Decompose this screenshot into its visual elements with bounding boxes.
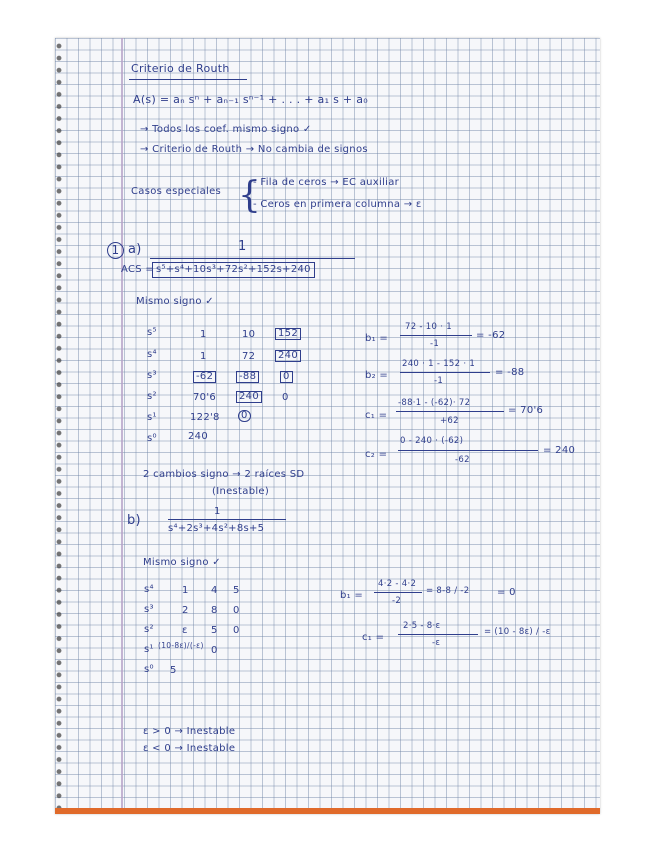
page-title: Criterio de Routh — [131, 62, 230, 75]
page-edge — [55, 808, 600, 814]
calc-numerator: 240 · 1 - 152 · 1 — [402, 359, 476, 369]
table-b-cell: 0 — [233, 605, 240, 616]
special-cases-brace: { — [238, 175, 261, 216]
part-a-unstable: (Inestable) — [212, 486, 270, 497]
table-b-power: s⁰ — [144, 664, 154, 675]
table-b-cell: 1 — [182, 585, 189, 596]
calc-lhs: c₂ = — [365, 449, 388, 460]
calc-result: = 70'6 — [508, 405, 544, 416]
calc-fraction-line — [400, 372, 490, 373]
calc-denominator: -1 — [430, 339, 440, 349]
calc-result: = -88 — [495, 367, 525, 378]
calc-result: = 0 — [497, 587, 516, 598]
part-b-label: b) — [127, 513, 141, 528]
table-b-cell: ε — [182, 625, 188, 636]
calc-numerator: -88·1 - (-62)· 72 — [398, 398, 471, 408]
calc-result: = 240 — [543, 445, 576, 456]
calc-result: = (10 - 8ε) / -ε — [484, 627, 551, 637]
table-a-cell: 152 — [275, 328, 301, 340]
problem-number: 1 — [107, 242, 124, 259]
calc-numerator: 72 - 10 · 1 — [405, 322, 452, 332]
table-b-power: s² — [144, 624, 154, 635]
table-a-cell: 72 — [242, 351, 256, 362]
table-a-cell: -88 — [236, 371, 259, 383]
table-a-power: s⁴ — [147, 349, 157, 360]
calc-numerator: 0 - 240 · (-62) — [400, 436, 464, 446]
table-b-cell: 2 — [182, 605, 189, 616]
table-a-cell: 0 — [280, 371, 293, 383]
calc-intermediate: = 8-8 / -2 — [426, 586, 470, 596]
table-b-cell: 5 — [170, 665, 177, 676]
table-a-power: s⁵ — [147, 327, 157, 338]
table-a-cell: 70'6 — [193, 392, 217, 403]
calc-result: = -62 — [476, 330, 506, 341]
table-a-cell: 0 — [282, 392, 289, 403]
table-a-cell: 10 — [242, 329, 256, 340]
special-case-zero-row: - Fila de ceros → EC auxiliar — [253, 177, 400, 188]
spiral-binding — [52, 40, 66, 812]
table-a-cell: 240 — [275, 350, 301, 362]
table-b-cell: 5 — [233, 585, 240, 596]
table-a-cell: 0 — [238, 410, 251, 422]
calc-denominator: -ε — [432, 638, 441, 648]
note-routh: → Criterio de Routh → No cambia de signos — [140, 144, 368, 155]
calc-numerator: 2·5 - 8·ε — [403, 621, 441, 631]
table-a-cell: -62 — [193, 371, 216, 383]
calc-lhs: b₁ = — [365, 333, 389, 344]
note-coefficients: → Todos los coef. mismo signo ✓ — [140, 124, 312, 135]
calc-fraction-line — [396, 411, 504, 412]
calc-fraction-line — [398, 634, 478, 635]
special-case-zero-first-column: - Ceros en primera columna → ε — [253, 199, 422, 210]
case-epsilon-positive: ε > 0 → Inestable — [143, 726, 236, 737]
table-a-power: s² — [147, 391, 157, 402]
table-a-cell: 240 — [236, 391, 262, 403]
table-b-cell: 5 — [211, 625, 218, 636]
calc-lhs: c₁ = — [362, 632, 385, 643]
table-b-cell: 4 — [211, 585, 218, 596]
table-b-cell: 8 — [211, 605, 218, 616]
part-a-lhs: ACS = — [121, 264, 155, 275]
calc-lhs: b₁ = — [340, 590, 364, 601]
polynomial-definition: A(s) = aₙ sⁿ + aₙ₋₁ sⁿ⁻¹ + . . . + a₁ s + a₀ — [133, 93, 368, 106]
special-cases-label: Casos especiales — [131, 186, 222, 197]
calc-fraction-line — [400, 335, 472, 336]
table-b-power: s³ — [144, 604, 154, 615]
table-b-cell: 0 — [233, 625, 240, 636]
table-a-power: s⁰ — [147, 433, 157, 444]
table-a-cell: 122'8 — [190, 412, 220, 423]
table-b-cell: 0 — [211, 645, 218, 656]
calc-denominator: -62 — [455, 455, 470, 465]
calc-fraction-line — [374, 592, 422, 593]
part-b-same-sign: Mismo signo ✓ — [143, 557, 221, 568]
case-epsilon-negative: ε < 0 → Inestable — [143, 743, 236, 754]
calc-denominator: +62 — [440, 416, 459, 426]
calc-denominator: -1 — [434, 376, 444, 386]
table-b-power: s⁴ — [144, 584, 154, 595]
part-a-numerator: 1 — [238, 239, 247, 254]
calc-lhs: c₁ = — [365, 410, 388, 421]
part-a-fraction-line — [150, 258, 355, 259]
calc-denominator: -2 — [392, 596, 402, 606]
part-b-numerator: 1 — [214, 506, 221, 517]
title-underline — [129, 79, 247, 80]
table-a-cell: 1 — [200, 351, 207, 362]
table-a-cell: 240 — [188, 431, 208, 442]
table-a-cell: 1 — [200, 329, 207, 340]
part-a-conclusion: 2 cambios signo → 2 raíces SD — [143, 469, 305, 480]
table-b-power: s¹ — [144, 644, 154, 655]
calc-numerator: 4·2 - 4·2 — [378, 579, 417, 589]
margin-line — [121, 38, 123, 814]
part-a-same-sign: Mismo signo ✓ — [136, 296, 214, 307]
table-a-power: s³ — [147, 370, 157, 381]
part-b-denominator: s⁴+2s³+4s²+8s+5 — [168, 523, 265, 534]
table-b-cell: (10-8ε)/(-ε) — [158, 641, 204, 650]
calc-fraction-line — [398, 450, 538, 451]
part-b-fraction-line — [168, 519, 286, 520]
table-a-power: s¹ — [147, 412, 157, 423]
part-a-label: a) — [128, 242, 142, 257]
calc-lhs: b₂ = — [365, 370, 389, 381]
part-a-denominator: s⁵+s⁴+10s³+72s²+152s+240 — [152, 262, 315, 278]
